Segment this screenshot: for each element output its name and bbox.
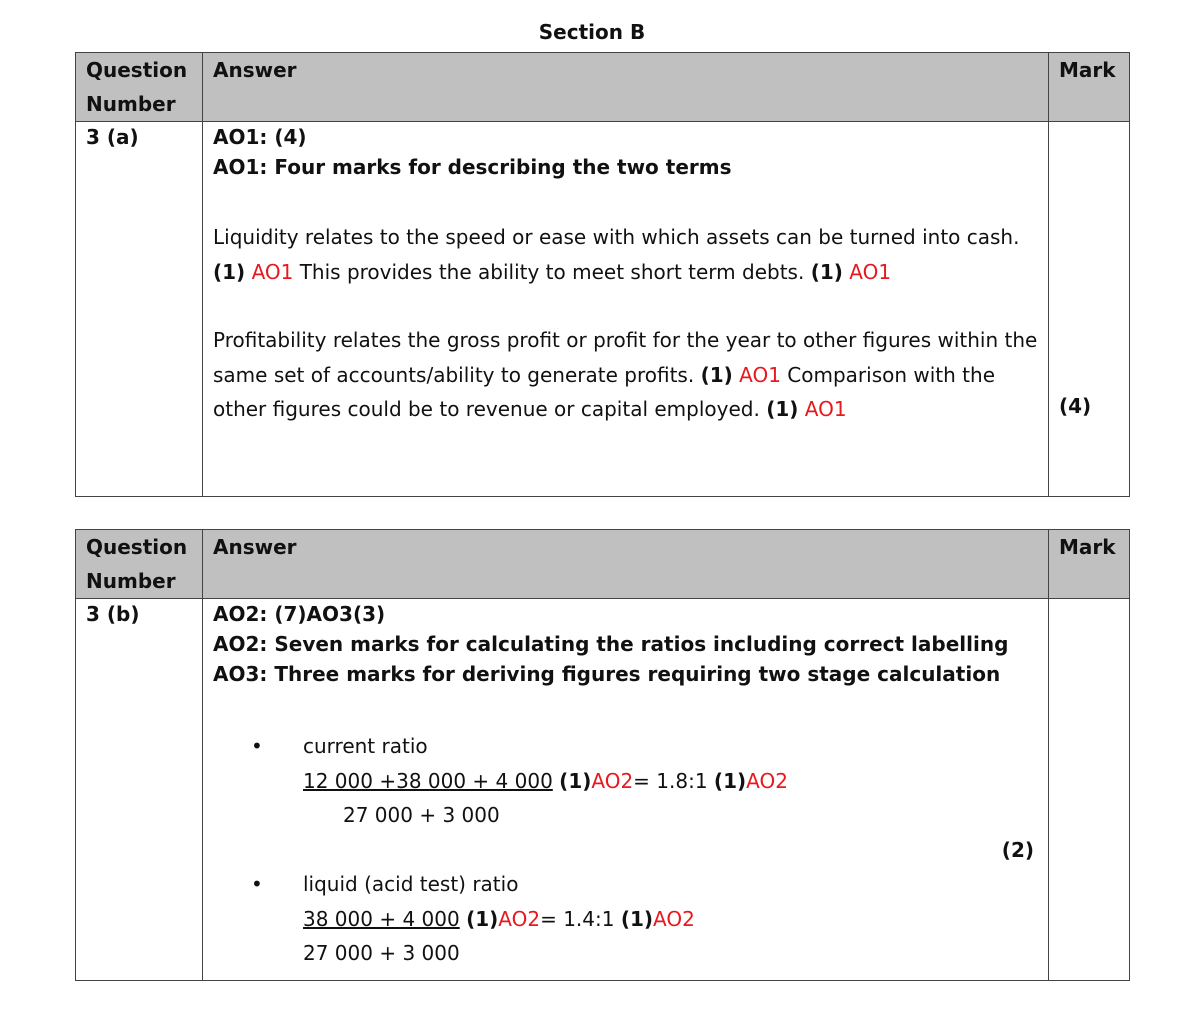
table-row <box>76 599 1130 981</box>
question-number: 3 (b) <box>76 599 203 981</box>
question-number-header: Question Number <box>76 53 203 122</box>
question-number: 3 (a) <box>76 122 203 497</box>
question-number-header: Question Number <box>76 530 203 599</box>
profitability-paragraph: Profitability relates the gross profit or profit for the year to other figures within the same set of accounts/ability to generate profits. (1) AO1 Comparison with the other figures could be to revenue or capital employed. (1) AO1 <box>213 328 1038 421</box>
mark-cell <box>1049 599 1130 981</box>
list-item-current-ratio <box>213 729 1038 833</box>
ao-line: AO1: (4) <box>213 125 307 149</box>
liquid-ratio-denominator: 27 000 + 3 000 <box>303 941 460 965</box>
liquid-ratio-formula: 38 000 + 4 000 (1)AO2= 1.4:1 (1)AO2 <box>303 906 695 931</box>
bullet-icon: • <box>251 872 263 896</box>
answer-header: Answer <box>203 53 1049 122</box>
mark-cell <box>1049 122 1130 497</box>
mark-scheme-table-3b <box>75 529 1130 981</box>
current-ratio-denominator: 27 000 + 3 000 <box>343 803 500 827</box>
current-ratio-numerator: 12 000 +38 000 + 4 000 <box>303 768 553 793</box>
answer-header: Answer <box>203 530 1049 599</box>
current-ratio-formula: 12 000 +38 000 + 4 000 (1)AO2= 1.8:1 (1)AO2 <box>303 768 788 793</box>
mark-header: Mark <box>1049 530 1130 599</box>
liquid-ratio-label: liquid (acid test) ratio <box>303 872 519 896</box>
current-ratio-label: current ratio <box>303 734 428 758</box>
ao2-description: AO2: Seven marks for calculating the ratios including correct labelling <box>213 632 1009 656</box>
section-title: Section B <box>538 20 646 44</box>
answer-cell <box>203 122 1049 497</box>
list-item-liquid-ratio <box>213 867 1038 971</box>
table-row <box>76 122 1130 497</box>
mark-value-inline: (2) <box>1001 837 1034 862</box>
ao-line: AO2: (7)AO3(3) <box>213 602 386 626</box>
liquid-ratio-numerator: 38 000 + 4 000 <box>303 906 460 931</box>
liquidity-paragraph: Liquidity relates to the speed or ease with which assets can be turned into cash. (1) AO1 This provides the ability to meet short term debts. (1) AO1 <box>213 225 1020 284</box>
bullet-icon: • <box>251 734 263 758</box>
table-header-row <box>76 530 1130 599</box>
ao3-description: AO3: Three marks for deriving figures requiring two stage calculation <box>213 662 1001 686</box>
mark-scheme-table-3a <box>75 52 1130 497</box>
mark-value: (4) <box>1059 394 1092 418</box>
ao-description: AO1: Four marks for describing the two terms <box>213 155 732 179</box>
answer-cell <box>203 599 1049 981</box>
mark-header: Mark <box>1049 53 1130 122</box>
table-header-row <box>76 53 1130 122</box>
